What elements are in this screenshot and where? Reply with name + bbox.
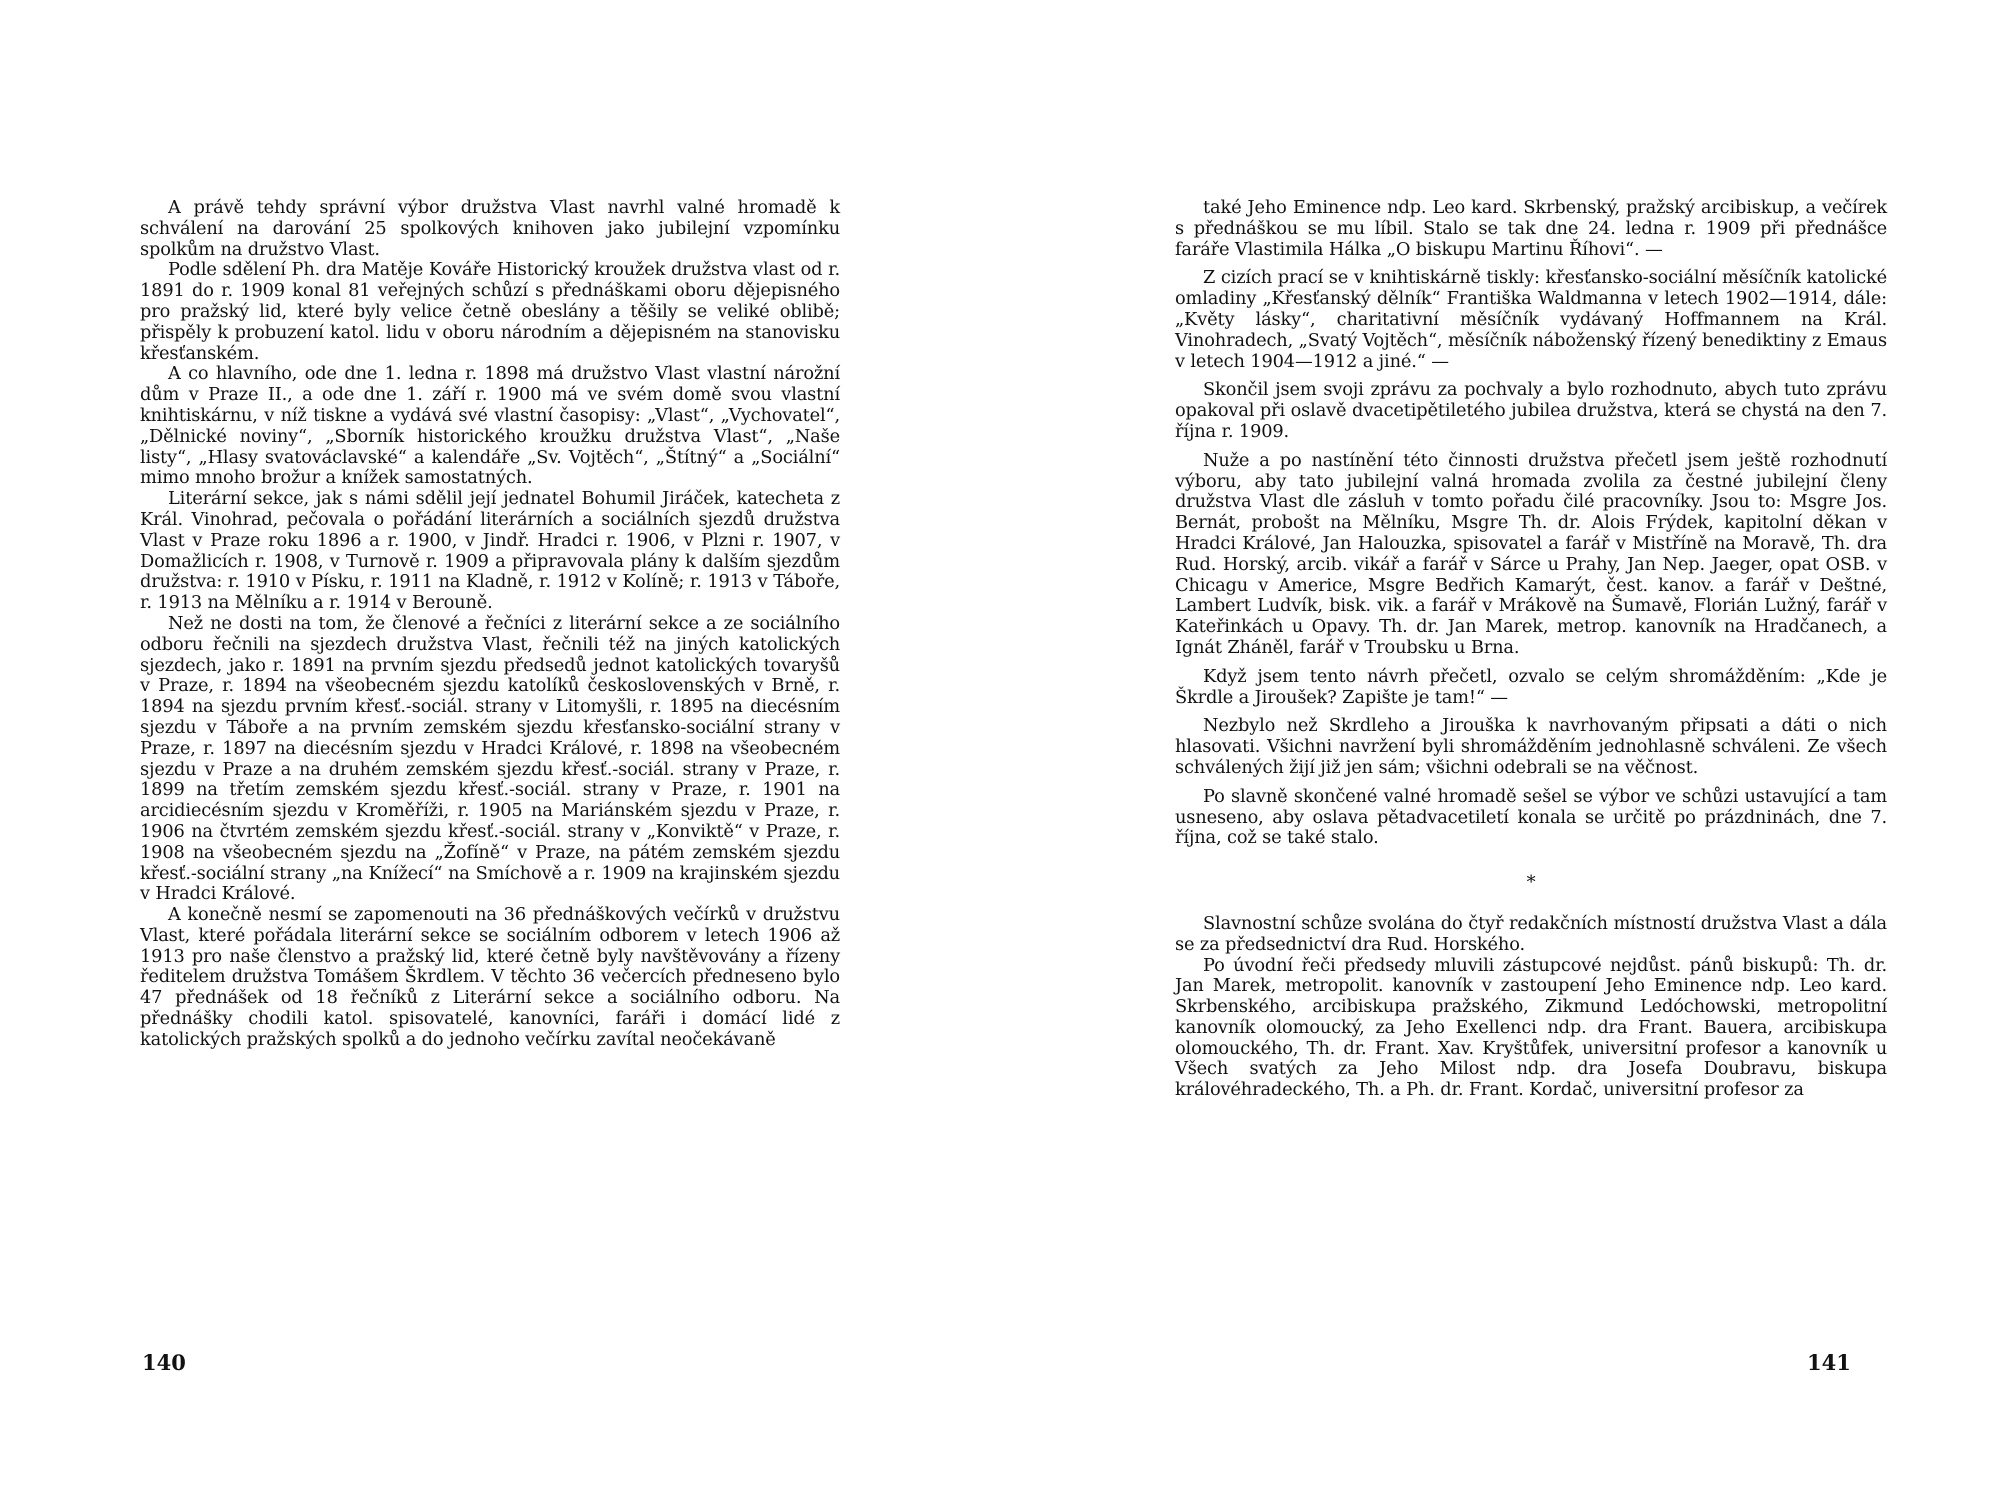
right-page (995, 0, 1990, 1501)
page-number: 141 (1807, 1350, 1851, 1375)
page-number: 140 (142, 1350, 186, 1375)
paragraph: Než ne dosti na tom, že členové a řečníci z literární sekce a ze sociálního odboru řečnili na sjezdech družstva Vlast, řečnili též na jiných katolických sjezdech, jako r. 1891 na prvním sjezdu předsedů jednot katolických tovaryšů v Praze, r. 1894 na všeobecném sjezdu katolíků československých v Brně, r. 1894 na sjezdu prvním křesť.-sociál. strany v Litomyšli, r. 1895 na diecésním sjezdu v Táboře a na prvním zemském sjezdu křesťansko-sociální strany v Praze, r. 1897 na diecésním sjezdu v Hradci Králové, r. 1898 na všeobecném sjezdu v Praze a na druhém zemském sjezdu křesť.-sociál. strany v Praze, r. 1899 na třetím zemském sjezdu křesť.-sociál. strany v Praze, r. 1901 na arcidiecésním sjezdu v Kroměříži, r. 1905 na Mariánském sjezdu v Praze, r. 1906 na čtvrtém zemském sjezdu křesť.-sociál. strany v „Konviktě“ v Praze, r. 1908 na všeobecném sjezdu na „Žofíně“ v Praze, na pátém zemském sjezdu křesť.-sociální strany „na Knížecí“ na Smíchově a r. 1909 na krajinském sjezdu v Hradci Králové. (140, 612, 840, 905)
left-text-column (140, 198, 840, 1051)
paragraph: také Jeho Eminence ndp. Leo kard. Skrbenský, pražský arcibiskup, a večírek s přednáškou se mu líbil. Stalo se tak dne 24. ledna r. 1909 při přednášce faráře Vlastimila Hálka „O biskupu Martinu Říhovi“. — (1175, 197, 1887, 260)
paragraph: A konečně nesmí se zapomenouti na 36 přednáškových večírků v družstvu Vlast, které pořádala literární sekce se sociálním odborem v letech 1906 až 1913 pro naše členstvo a pražský lid, které četně byly navštěvovány a řízeny ředitelem družstva Tomášem Škrdlem. V těchto 36 večercích předneseno bylo 47 přednášek od 18 řečníků z Literární sekce a sociálního odboru. Na přednášky chodili katol. spisovatelé, kanovníci, faráři i domácí lidé z katolických pražských spolků a do jednoho večírku zavítal neočekávaně (140, 904, 840, 1050)
paragraph: Slavnostní schůze svolána do čtyř redakčních místností družstva Vlast a dála se za předsednictví dra Rud. Horského. (1175, 912, 1887, 955)
section-separator: * (1526, 872, 1536, 894)
paragraph: Po slavně skončené valné hromadě sešel se výbor ve schůzi ustavující a tam usneseno, aby oslava pětadvacetiletí konala se určitě po prázdninách, dne 7. října, což se také stalo. (1175, 785, 1887, 849)
paragraph: Skončil jsem svoji zprávu za pochvaly a bylo rozhodnuto, abych tuto zprávu opakoval při oslavě dvacetipětiletého jubilea družstva, která se chystá na den 7. října r. 1909. (1175, 379, 1887, 442)
right-text-column (1175, 198, 1887, 1101)
paragraph: Po úvodní řeči předsedy mluvili zástupcové nejdůst. pánů biskupů: Th. dr. Jan Marek, metropolit. kanovník v zastoupení Jeho Eminence ndp. Leo kard. Skrbenského, arcibiskupa pražského, Zikmund Ledóchowski, metropolitní kanovník olomoucký, za Jeho Exellenci ndp. dra Frant. Bauera, arcibiskupa olomouckého, Th. dr. Frant. Xav. Kryštůfek, universitní profesor a kanovník u Všech svatých za Jeho Milost ndp. dra Josefa Doubravu, biskupa královéhradeckého, Th. a Ph. dr. Frant. Kordač, universitní profesor za (1175, 954, 1887, 1101)
paragraph: Nezbylo než Skrdleho a Jirouška k navrhovaným připsati a dáti o nich hlasovati. Všichni navržení byli shromážděním jednohlasně schváleni. Ze všech schválených žijí již jen sám; všichni odebrali se na věčnost. (1175, 715, 1887, 778)
paragraph: Když jsem tento návrh přečetl, ozvalo se celým shromážděním: „Kde je Škrdle a Jiroušek? Zapište je tam!“ — (1175, 665, 1887, 708)
paragraph: Literární sekce, jak s námi sdělil její jednatel Bohumil Jiráček, katecheta z Král. Vinohrad, pečovala o pořádání literárních a sociálních sjezdů družstva Vlast v Praze roku 1896 a r. 1900, v Jindř. Hradci r. 1906, v Plzni r. 1907, v Domažlicích r. 1908, v Turnově r. 1909 a připravovala plány k dalším sjezdům družstva: r. 1910 v Písku, r. 1911 na Kladně, r. 1912 v Kolíně; r. 1913 v Táboře, r. 1913 na Mělníku a r. 1914 v Berouně. (140, 488, 840, 614)
paragraph: A co hlavního, ode dne 1. ledna r. 1898 má družstvo Vlast vlastní nárožní dům v Praze II., a ode dne 1. září r. 1900 má ve svém domě svou vlastní knihtiskárnu, v níž tiskne a vydává své vlastní časopisy: „Vlast“, „Vychovatel“, „Dělnické noviny“, „Sborník historického kroužku družstva Vlast“, „Naše listy“, „Hlasy svatováclavské“ a kalendáře „Sv. Vojtěch“, „Štítný“ a „Sociální“ mimo mnoho brožur a knížek samostatných. (140, 363, 840, 489)
paragraph: Nuže a po nastínění této činnosti družstva přečetl jsem ještě rozhodnutí výboru, aby tato jubilejní valná hromada zvolila za čestné jubilejní členy družstva Vlast dle zásluh v tomto pořadu čilé pracovníky. Jsou to: Msgre Jos. Bernát, probošt na Mělníku, Msgre Th. dr. Alois Frýdek, kapitolní děkan v Hradci Králové, Jan Halouzka, spisovatel a farář v Mistříně na Moravě, Th. dra Rud. Horský, arcib. vikář a farář v Sárce u Prahy, Jan Nep. Jaeger, opat OSB. v Chicagu v Americe, Msgre Bedřich Kamarýt, čest. kanov. a farář v Deštné, Lambert Ludvík, bisk. vik. a farář v Mrákově na Šumavě, Florián Lužný, farář v Kateřinkách u Opavy. Th. dr. Jan Marek, metrop. kanovník na Hradčanech, a Ignát Zháněl, farář v Troubsku u Brna. (1175, 449, 1887, 658)
paragraph: Z cizích prací se v knihtiskárně tiskly: křesťansko-sociální měsíčník katolické omladiny „Křesťanský dělník“ Františka Waldmanna v letech 1902—1914, dále: „Květy lásky“, charitativní měsíčník vydávaný Hoffmannem na Král. Vinohradech, „Svatý Vojtěch“, měsíčník náboženský řízený benediktiny z Emaus v letech 1904—1912 a jiné.“ — (1175, 267, 1887, 372)
paragraph: A právě tehdy správní výbor družstva Vlast navrhl valné hromadě k schválení na darování 25 spolkových knihoven jako jubilejní vzpomínku spolkům na družstvo Vlast. (140, 197, 840, 260)
paragraph: Podle sdělení Ph. dra Matěje Kováře Historický kroužek družstva vlast od r. 1891 do r. 1909 konal 81 veřejných schůzí s přednáškami oboru dějepisného pro pražský lid, které byly velice četně obeslány a těšily se veliké oblibě; přispěly k probuzení katol. lidu v oboru národním a dějepisném na stanovisku křesťanském. (140, 259, 840, 364)
